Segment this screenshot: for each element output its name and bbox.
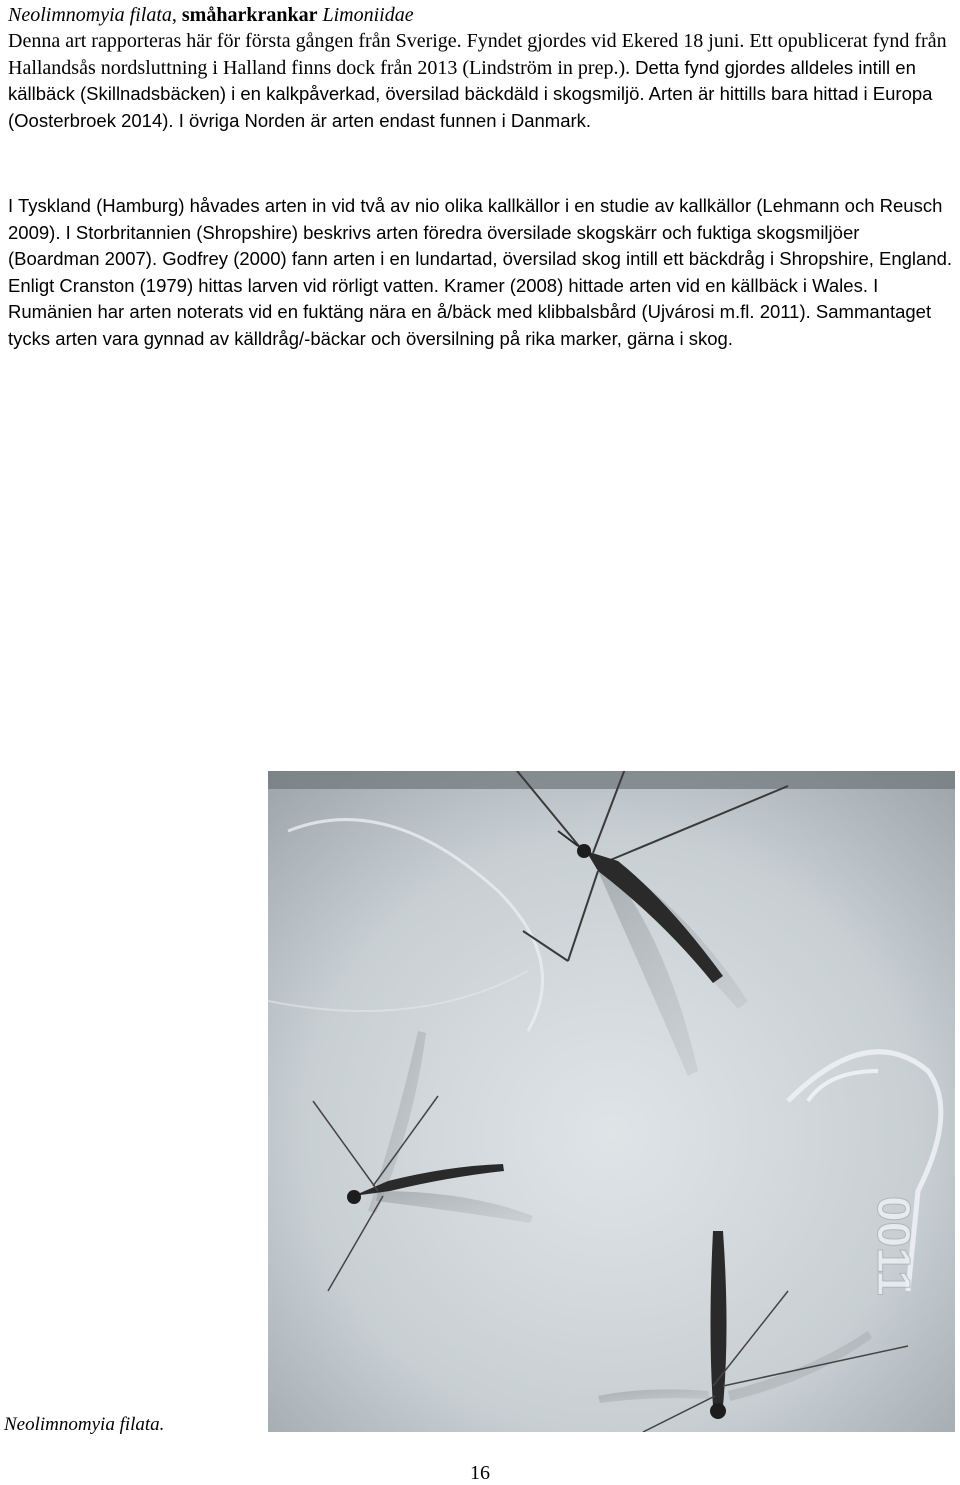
paragraph-distribution: I Tyskland (Hamburg) håvades arten in vid två av nio olika kallkällor i en studie av kallkällor (Lehmann och Reusch 2009). I Storbritannien (Shropshire) beskrivs arten föredra översilade skogskärr och fuktiga skogsmiljöer (Boardman 2007). Godfrey (2000) fann arten i en lundartad, översilad skog intill ett bäckdråg i Shropshire, England. Enligt Cranston (1979) hittas larven vid rörligt vatten. Kramer (2008) hittade arten vid en källbäck i Wales. I Rumänien har arten noterats vid en fuktäng nära en å/bäck med klibbalsbård (Ujvárosi m.fl. 2011). Sammantaget tycks arten vara gynnad av källdråg/-bäckar och översilning på rika marker, gärna i skog. (8, 195, 953, 349)
crane-fly-photo-illustration (268, 771, 955, 1432)
specimen-photo (268, 771, 955, 1432)
species-name: Neolimnomyia filata (8, 4, 172, 26)
heading-separator: , (171, 4, 182, 26)
embossed-number: 0011 (868, 1196, 920, 1296)
family-name: Limoniidae (322, 4, 414, 26)
intro-sans-text: Detta fynd gjordes alldeles intill en källbäck (Skillnadsbäcken) i en kalkpåverkad, översilad bäckdäld i skogsmiljö. Arten är hittills bara hittad i Europa (Oosterbroek 2014). I övriga Norden är arten endast funnen i Danmark. (8, 56, 933, 131)
paragraph-intro (8, 28, 953, 134)
photo-caption: Neolimnomyia filata. (4, 1414, 165, 1435)
intro-serif-text: Denna art rapporteras här för första gången från Sverige. Fyndet gjordes vid Ekered 18 juni. Ett opublicerat fynd från Hallandsås nordsluttning i Halland finns dock från 2013 (Lindström in prep.). (8, 30, 947, 79)
common-name: småharkrankar (181, 4, 318, 26)
species-heading (8, 2, 414, 28)
page-number: 16 (470, 1462, 490, 1484)
